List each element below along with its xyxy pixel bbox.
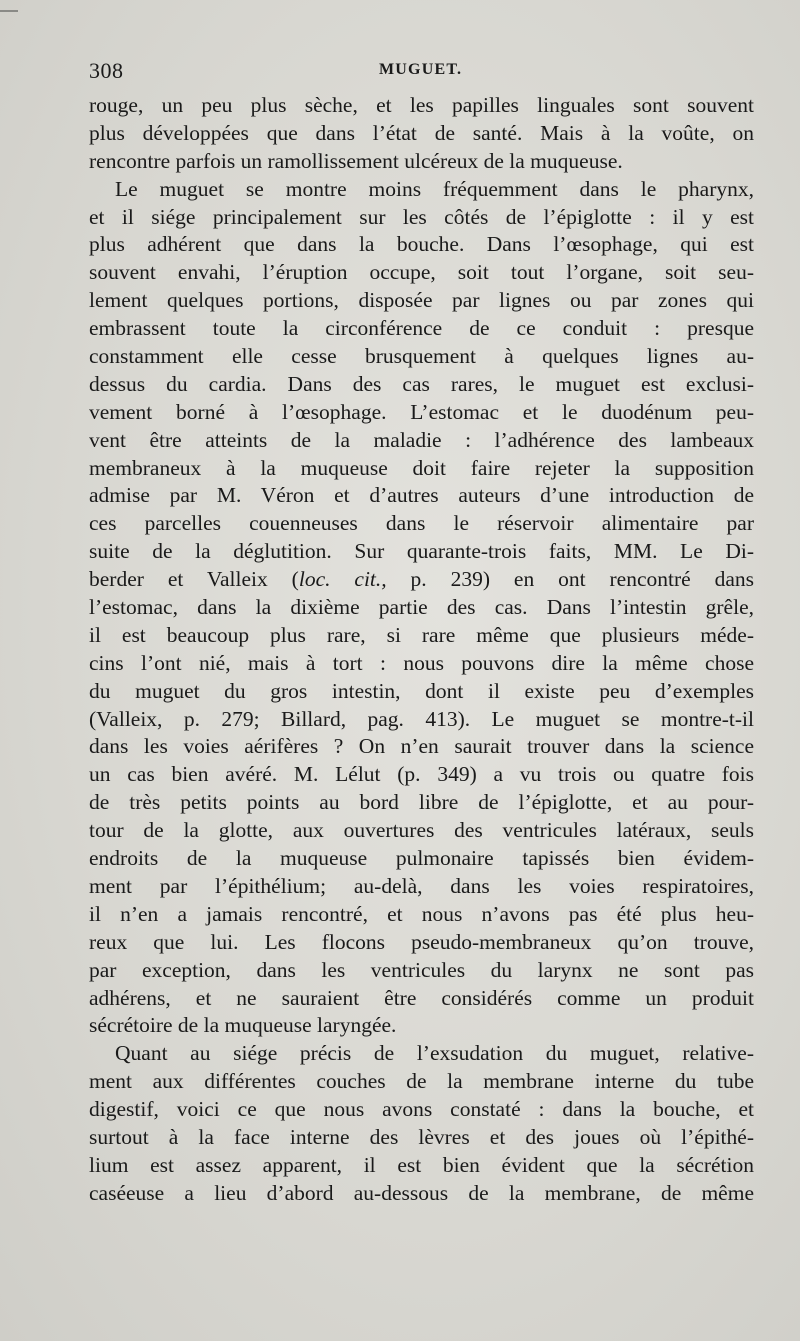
paragraph	[89, 1040, 754, 1207]
text-line: lement quelques portions, disposée par lignes ou par zones qui	[89, 288, 754, 313]
text-line: sécrétoire de la muqueuse laryngée.	[89, 1013, 397, 1038]
text-line: Le muguet se montre moins fréquemment dans le pharynx,	[115, 176, 754, 201]
text-line: embrassent toute la circonférence de ce conduit : presque	[89, 316, 754, 341]
text-line: suite de la déglutition. Sur quarante-trois faits, MM. Le Di-	[89, 539, 754, 564]
text-line: digestif, voici ce que nous avons constaté : dans la bouche, et	[89, 1097, 754, 1122]
paragraph	[89, 92, 754, 176]
page-number: 308	[89, 58, 124, 83]
running-title: MUGUET.	[379, 61, 463, 78]
body-text	[89, 92, 754, 1208]
text-line: il n’en a jamais rencontré, et nous n’avons pas été plus heu-	[89, 901, 754, 926]
text-line: membraneux à la muqueuse doit faire rejeter la supposition	[89, 455, 754, 480]
text-line: caséeuse a lieu d’abord au-dessous de la membrane, de même	[89, 1180, 754, 1205]
text-line: plus adhérent que dans la bouche. Dans l’œsophage, qui est	[89, 232, 754, 257]
text-line: vement borné à l’œsophage. L’estomac et le duodénum peu-	[89, 399, 754, 424]
text-line: ces parcelles couenneuses dans le réservoir alimentaire par	[89, 511, 754, 536]
text-line: de très petits points au bord libre de l’épiglotte, et au pour-	[89, 790, 754, 815]
text-line: rouge, un peu plus sèche, et les papilles linguales sont souvent	[89, 93, 754, 117]
text-line: souvent envahi, l’éruption occupe, soit tout l’organe, soit seu-	[89, 260, 754, 285]
text-line: il est beaucoup plus rare, si rare même que plusieurs méde-	[89, 622, 754, 647]
text-line: ment par l’épithélium; au-delà, dans les voies respiratoires,	[89, 873, 754, 898]
running-head	[89, 58, 754, 86]
text-line: endroits de la muqueuse pulmonaire tapissés bien évidem-	[89, 846, 754, 871]
text-line: (Valleix, p. 279; Billard, pag. 413). Le muguet se montre-t-il	[89, 706, 754, 731]
text-line: cins l’ont nié, mais à tort : nous pouvons dire la même chose	[89, 650, 754, 675]
text-line: et il siége principalement sur les côtés de l’épiglotte : il y est	[89, 204, 754, 229]
text-line: un cas bien avéré. M. Lélut (p. 349) a vu trois ou quatre fois	[89, 762, 754, 787]
text-line: du muguet du gros intestin, dont il existe peu d’exemples	[89, 678, 754, 703]
text-line: Quant au siége précis de l’exsudation du muguet, relative-	[115, 1041, 754, 1066]
text-line: plus développées que dans l’état de santé. Mais à la voûte, on	[89, 120, 754, 145]
margin-mark	[0, 10, 18, 12]
text-line: par exception, dans les ventricules du larynx ne sont pas	[89, 957, 754, 982]
text-line: tour de la glotte, aux ouvertures des ventricules latéraux, seuls	[89, 818, 754, 843]
text-line: rencontre parfois un ramollissement ulcéreux de la muqueuse.	[89, 148, 623, 173]
text-line: dans les voies aérifères ? On n’en saurait trouver dans la science	[89, 734, 754, 759]
text-line: l’estomac, dans la dixième partie des cas. Dans l’intestin grêle,	[89, 595, 754, 620]
citation-italic: loc. cit.,	[298, 567, 387, 592]
text-line: dessus du cardia. Dans des cas rares, le muguet est exclusi-	[89, 371, 754, 396]
text-line: ment aux différentes couches de la membrane interne du tube	[89, 1069, 754, 1094]
text-line: adhérens, et ne sauraient être considérés comme un produit	[89, 985, 754, 1010]
text-line: lium est assez apparent, il est bien évident que la sécrétion	[89, 1152, 754, 1177]
paragraph	[89, 176, 754, 1041]
text-line: vent être atteints de la maladie : l’adhérence des lambeaux	[89, 427, 754, 452]
text-line: surtout à la face interne des lèvres et des joues où l’épithé-	[89, 1124, 754, 1149]
text-line: berder et Valleix (loc. cit., p. 239) en ont rencontré dans	[89, 567, 754, 592]
text-line: reux que lui. Les flocons pseudo-membraneux qu’on trouve,	[89, 929, 754, 954]
text-line: constamment elle cesse brusquement à quelques lignes au-	[89, 344, 754, 369]
text-line: admise par M. Véron et d’autres auteurs d’une introduction de	[89, 483, 754, 508]
